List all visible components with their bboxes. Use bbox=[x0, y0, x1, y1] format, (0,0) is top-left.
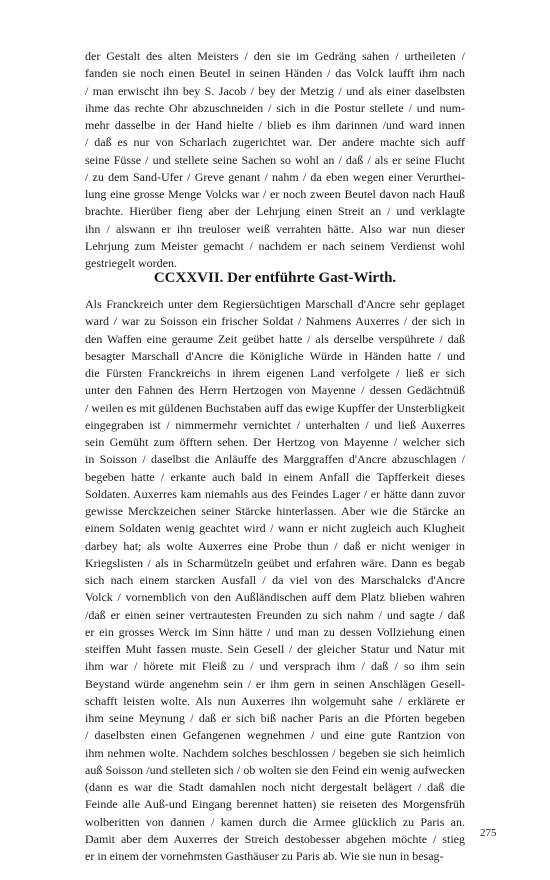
text-line: wolberitten von dannen / kamen durch die Armee glücklich zu Paris an. bbox=[85, 814, 465, 829]
text-line: darbey hat; als wolte Auxerres eine Probe thun / daß er nicht weniger in bbox=[85, 538, 465, 553]
text-line: (dann es war die Stadt damahlen noch nicht dergestalt belägert / daß die bbox=[85, 780, 465, 794]
text-line: sich nach einem starcken Ausfall / da viel von des Marschalcks d'Ancre bbox=[85, 573, 465, 587]
text-line: / man erwischt ihn bey S. Jacob / bey der Metzig / und als einer daselbsten bbox=[85, 83, 465, 98]
text-line: Volck / vornemblich von den Außländischen auff dem Platz blieben wahren bbox=[85, 590, 465, 605]
text-line: ward / war zu Soisson ein frischer Soldat / Nahmens Auxerres / der sich in bbox=[85, 314, 465, 329]
text-line: Kriegslisten / als in Scharmützeln geübet und erfahren wäre. Dann es begab bbox=[85, 555, 465, 570]
text-line: /daß er einen seiner vertrautesten Freunden zu sich nahm / und sagte / daß bbox=[85, 607, 465, 622]
text-line: Feinde alle Auß-und Eingang berennet hatten) sie reiseten des Morgensfrüh bbox=[85, 797, 465, 812]
text-line: gewisse Merckzeichen seiner Stärcke hinterlassen. Aber wie die Stärcke an bbox=[85, 504, 465, 518]
text-line: / zu dem Sand-Ufer / Greve genant / nahm / da eben wegen einer Verurthei- bbox=[85, 169, 465, 184]
text-line: steiffen Muht fassen muste. Sein Gesell / der gleicher Statur und Natur mit bbox=[85, 642, 465, 656]
text-line: Soldaten. Auxerres kam niemahls aus des Feindes Lager / er hätte dann zuvor bbox=[85, 486, 465, 501]
text-line: er in einem der vornehmsten Gasthäuser zu Paris ab. Wie sie nun in besag- bbox=[85, 849, 444, 863]
text-line: brachte. Hierüber fieng aber der Lehrjung einen Streit an / und verklagte bbox=[85, 204, 465, 219]
text-line: / daselbsten einen Gefangenen wegnehmen / und eine gute Rantzion von bbox=[85, 728, 465, 743]
text-line: ihme das rechte Ohr abzuschneiden / sich in die Postur stellete / und num- bbox=[85, 100, 465, 115]
page-number: 275 bbox=[480, 827, 497, 839]
text-line: mehr dasselbe in der Hand hielte / blieb es ihm darinnen /und ward innen bbox=[85, 118, 465, 132]
text-line: Lehrjung zum Meister gemacht / nachdem er nach seinem Verdienst wohl bbox=[85, 238, 465, 253]
text-line: seine Füsse / und stellete seine Sachen so wohl an / daß / als er seine Flucht bbox=[85, 152, 465, 167]
text-line: Damit aber dem Auxerres der Streich destobesser abgehen möchte / stieg bbox=[85, 831, 465, 846]
text-line: besagter Marschall d'Ancre die Königliche Würde in Händen hatte / und bbox=[85, 348, 465, 363]
text-line: ihm seine Meynung / daß er sich biß nacher Paris an die Pforten begeben bbox=[85, 711, 465, 725]
text-line: / daß es nur von Scharlach zugerichtet war. Der andere machte sich auff bbox=[85, 135, 465, 150]
text-line: ihm war / hörete mit Fleiß zu / und versprach ihm / daß / so ihm sein bbox=[85, 659, 465, 674]
text-line: er ein grosses Werck im Sinn hätte / und man zu dessen Vollziehung einen bbox=[85, 624, 465, 639]
text-line: begeben hatte / erkante auch bald in einem Anfall die Tapfferkeit dieses bbox=[85, 469, 465, 484]
text-line: unter den Fahnen des Herrn Hertzogen von Mayenne / dessen Gedächtnüß bbox=[85, 383, 465, 398]
text-line: den Waffen eine geraume Zeit geübet hatte / als derselbe verspührete / daß bbox=[85, 331, 465, 346]
text-line: die Fürsten Franckreichs in ihrem eigenen Land verfolgete / ließ er sich bbox=[85, 366, 465, 380]
text-line: eingegraben ist / nimmermehr vernichtet / unterhalten / und ließ Auxerres bbox=[85, 417, 465, 432]
text-line: lung eine grosse Menge Volcks war / er noch zween Beutel davon nach Hauß bbox=[85, 187, 465, 201]
text-line: fanden sie noch einen Beutel in seinen Händen / das Volck laufft ihm nach bbox=[85, 66, 465, 81]
text-line: Beystand würde angenehm sein / er ihm gern in seinen Anschlägen Gesell- bbox=[85, 676, 465, 691]
text-line: auß Soisson /und stelleten sich / ob wolten sie den Feind ein wenig aufwecken bbox=[85, 762, 465, 777]
text-line: ihm nehmen wolte. Nachdem solches beschlossen / begeben sie sich heimlich bbox=[85, 745, 465, 760]
text-line: einem Soldaten wenig geachtet wird / wann er nicht zugleich auch Klugheit bbox=[85, 521, 465, 536]
text-line: gestriegelt worden. bbox=[85, 256, 177, 270]
text-line: in Soisson / daselbst die Anläuffe des Marggraffen d'Ancre abzuschlagen / bbox=[85, 452, 465, 467]
text-line: Als Franckreich unter dem Regiersüchtigen Marschall d'Ancre sehr geplaget bbox=[85, 297, 465, 311]
chapter-heading: CCXXVII. Der entführte Gast-Wirth. bbox=[153, 270, 397, 286]
text-line: / weilen es mit güldenen Buchstaben auff das ewige Kupffer der Unsterbligkeit bbox=[85, 400, 465, 415]
text-line: der Gestalt des alten Meisters / den sie im Gedräng sahen / urtheileten / bbox=[85, 49, 465, 63]
paragraph-story bbox=[85, 296, 465, 865]
paragraph-continued bbox=[85, 48, 465, 272]
text-line: schafft leisten wolte. Als nun Auxerres ihn wolgemuht sahe / erklärete er bbox=[85, 693, 465, 708]
text-line: ihn / alswann er ihn treuloser weiß verrahten hätte. Also war nun dieser bbox=[85, 221, 465, 236]
text-line: sein Gemüht zum öfftern sehen. Der Hertzog von Mayenne / welcher sich bbox=[85, 435, 465, 449]
